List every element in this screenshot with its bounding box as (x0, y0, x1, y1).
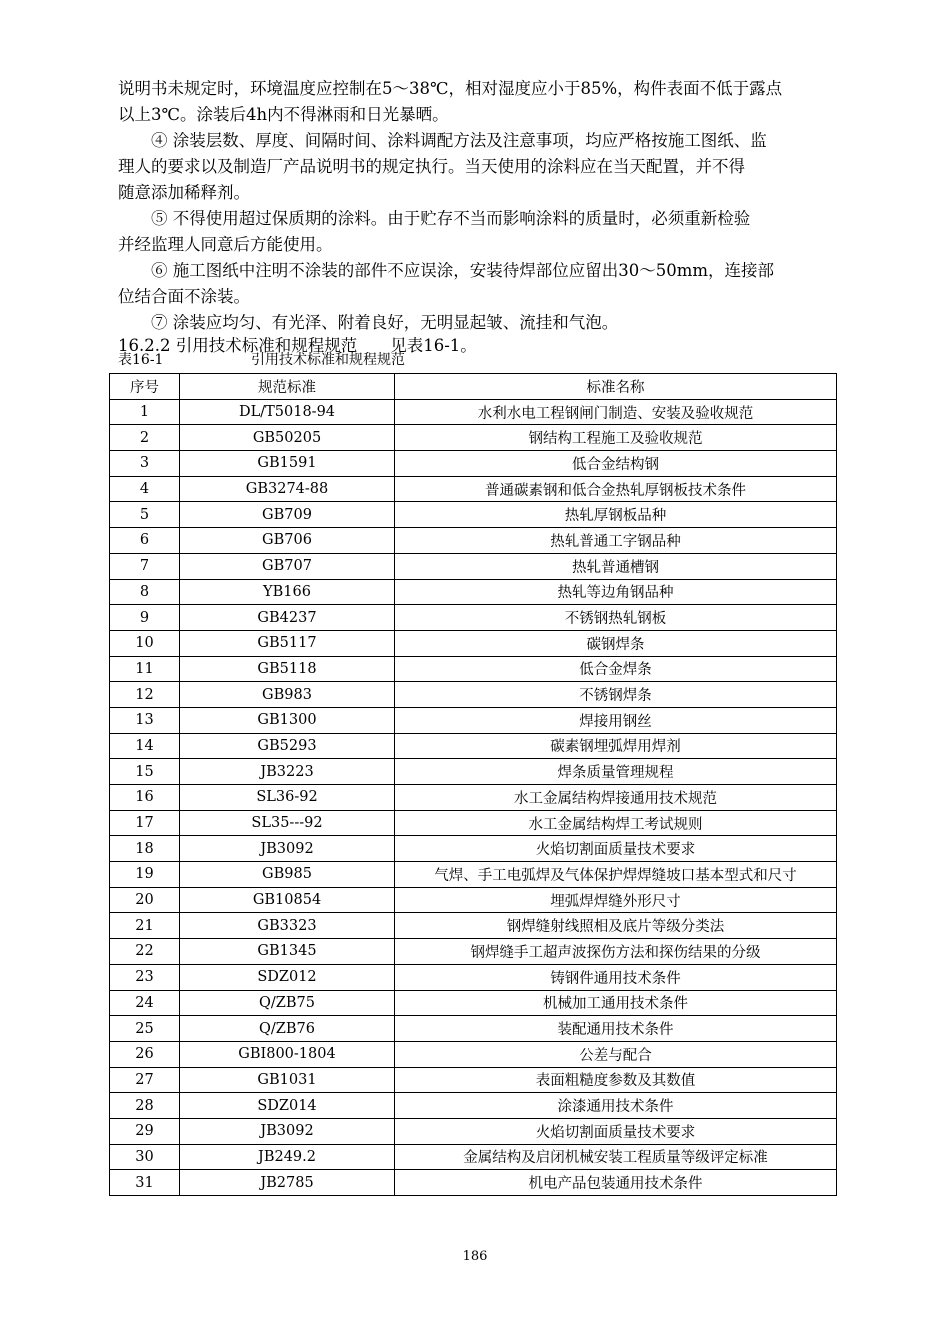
table-row (110, 1170, 837, 1196)
table-row (110, 707, 837, 733)
table-row (110, 399, 837, 425)
standard-code: SDZ014 (180, 1093, 395, 1119)
paragraph-line: 以上3℃。涂装后4h内不得淋雨和日光暴晒。 (118, 105, 449, 124)
table-row (110, 913, 837, 939)
standard-code: YB166 (180, 579, 395, 605)
table-row (110, 1144, 837, 1170)
standard-name: 碳钢焊条 (395, 630, 837, 656)
standard-name: 水工金属结构焊接通用技术规范 (395, 785, 837, 811)
standard-code: GB3274-88 (180, 476, 395, 502)
standard-code: GB5293 (180, 733, 395, 759)
standard-code: GB706 (180, 528, 395, 554)
table-row (110, 1118, 837, 1144)
row-index: 13 (110, 707, 180, 733)
standard-name: 装配通用技术条件 (395, 1016, 837, 1042)
standard-code: GB10854 (180, 887, 395, 913)
standard-code: GB1300 (180, 707, 395, 733)
table-caption (118, 351, 405, 369)
table-row (110, 502, 837, 528)
paragraph-line: 16.2.2 引用技术标准和规程规范 见表16-1。 (118, 336, 477, 355)
table-row (110, 887, 837, 913)
row-index: 10 (110, 630, 180, 656)
row-index: 4 (110, 476, 180, 502)
standard-code: JB249.2 (180, 1144, 395, 1170)
row-index: 19 (110, 862, 180, 888)
row-index: 7 (110, 553, 180, 579)
standard-code: GB983 (180, 682, 395, 708)
row-index: 18 (110, 836, 180, 862)
standard-code: JB3092 (180, 836, 395, 862)
row-index: 1 (110, 399, 180, 425)
standard-name: 热轧等边角钢品种 (395, 579, 837, 605)
table-row (110, 862, 837, 888)
standard-name: 钢结构工程施工及验收规范 (395, 425, 837, 451)
row-index: 11 (110, 656, 180, 682)
table-row (110, 682, 837, 708)
standard-name: 机电产品包装通用技术条件 (395, 1170, 837, 1196)
table-row (110, 785, 837, 811)
standard-code: GB709 (180, 502, 395, 528)
row-index: 14 (110, 733, 180, 759)
standard-code: SDZ012 (180, 964, 395, 990)
table-row (110, 1067, 837, 1093)
table-row (110, 1016, 837, 1042)
standard-name: 涂漆通用技术条件 (395, 1093, 837, 1119)
row-index: 21 (110, 913, 180, 939)
standard-name: 火焰切割面质量技术要求 (395, 1118, 837, 1144)
table-row (110, 1041, 837, 1067)
row-index: 31 (110, 1170, 180, 1196)
standard-name: 钢焊缝射线照相及底片等级分类法 (395, 913, 837, 939)
table-row (110, 990, 837, 1016)
standard-code: Q/ZB75 (180, 990, 395, 1016)
standard-name: 低合金结构钢 (395, 451, 837, 477)
paragraph-line: ⑥ 施工图纸中注明不涂装的部件不应误涂，安装待焊部位应留出30～50mm，连接部 (118, 261, 775, 280)
table-header-row (110, 374, 837, 400)
row-index: 29 (110, 1118, 180, 1144)
table-row (110, 605, 837, 631)
row-index: 26 (110, 1041, 180, 1067)
standard-name: 焊条质量管理规程 (395, 759, 837, 785)
standard-name: 气焊、手工电弧焊及气体保护焊焊缝坡口基本型式和尺寸 (395, 862, 837, 888)
row-index: 6 (110, 528, 180, 554)
row-index: 23 (110, 964, 180, 990)
table-row (110, 528, 837, 554)
table-row (110, 579, 837, 605)
standard-code: JB3223 (180, 759, 395, 785)
row-index: 5 (110, 502, 180, 528)
row-index: 24 (110, 990, 180, 1016)
table-row (110, 553, 837, 579)
standard-code: GB985 (180, 862, 395, 888)
table-row (110, 733, 837, 759)
table-row (110, 836, 837, 862)
standard-code: GB4237 (180, 605, 395, 631)
standard-name: 公差与配合 (395, 1041, 837, 1067)
standard-code: GB1591 (180, 451, 395, 477)
standard-name: 埋弧焊焊缝外形尺寸 (395, 887, 837, 913)
standard-code: JB3092 (180, 1118, 395, 1144)
row-index: 2 (110, 425, 180, 451)
standard-name: 普通碳素钢和低合金热轧厚钢板技术条件 (395, 476, 837, 502)
paragraph-line: 说明书未规定时，环境温度应控制在5～38℃，相对湿度应小于85%，构件表面不低于露点 (118, 79, 783, 98)
standard-name: 热轧普通工字钢品种 (395, 528, 837, 554)
table-title: 引用技术标准和规程规范 (251, 352, 405, 368)
table-row (110, 656, 837, 682)
page-number: 186 (462, 1249, 488, 1264)
standard-name: 钢焊缝手工超声波探伤方法和探伤结果的分级 (395, 939, 837, 965)
standard-name: 热轧厚钢板品种 (395, 502, 837, 528)
table-row (110, 630, 837, 656)
row-index: 22 (110, 939, 180, 965)
row-index: 9 (110, 605, 180, 631)
row-index: 27 (110, 1067, 180, 1093)
row-index: 8 (110, 579, 180, 605)
standards-table (109, 373, 837, 1196)
row-index: 17 (110, 810, 180, 836)
standard-code: GB1345 (180, 939, 395, 965)
row-index: 20 (110, 887, 180, 913)
standard-code: GB707 (180, 553, 395, 579)
paragraph-line: ④ 涂装层数、厚度、间隔时间、涂料调配方法及注意事项，均应严格按施工图纸、监 (118, 131, 767, 150)
standard-code: GB5117 (180, 630, 395, 656)
table-row (110, 451, 837, 477)
table-number: 表16-1 (118, 352, 164, 368)
paragraph-line: 随意添加稀释剂。 (118, 183, 250, 202)
standard-code: JB2785 (180, 1170, 395, 1196)
row-index: 28 (110, 1093, 180, 1119)
standard-code: GB3323 (180, 913, 395, 939)
row-index: 30 (110, 1144, 180, 1170)
table-row (110, 810, 837, 836)
standard-name: 水利水电工程钢闸门制造、安装及验收规范 (395, 399, 837, 425)
paragraph-line: ⑦ 涂装应均匀、有光泽、附着良好，无明显起皱、流挂和气泡。 (118, 313, 619, 332)
standard-code: Q/ZB76 (180, 1016, 395, 1042)
row-index: 3 (110, 451, 180, 477)
table-row (110, 1093, 837, 1119)
standard-code: GB5118 (180, 656, 395, 682)
standard-code: SL35---92 (180, 810, 395, 836)
standard-name: 火焰切割面质量技术要求 (395, 836, 837, 862)
table-row (110, 939, 837, 965)
table-row (110, 425, 837, 451)
standard-name: 不锈钢焊条 (395, 682, 837, 708)
paragraph-line: 理人的要求以及制造厂产品说明书的规定执行。当天使用的涂料应在当天配置，并不得 (118, 157, 745, 176)
standard-name: 水工金属结构焊工考试规则 (395, 810, 837, 836)
standard-name: 金属结构及启闭机械安装工程质量等级评定标准 (395, 1144, 837, 1170)
header-name: 标准名称 (395, 374, 837, 400)
standard-code: GBI800-1804 (180, 1041, 395, 1067)
standard-code: GB50205 (180, 425, 395, 451)
row-index: 16 (110, 785, 180, 811)
standard-name: 热轧普通槽钢 (395, 553, 837, 579)
standard-code: DL/T5018-94 (180, 399, 395, 425)
table-row (110, 964, 837, 990)
row-index: 25 (110, 1016, 180, 1042)
row-index: 15 (110, 759, 180, 785)
header-index: 序号 (110, 374, 180, 400)
standard-name: 焊接用钢丝 (395, 707, 837, 733)
standard-code: GB1031 (180, 1067, 395, 1093)
row-index: 12 (110, 682, 180, 708)
paragraph-line: ⑤ 不得使用超过保质期的涂料。由于贮存不当而影响涂料的质量时，必须重新检验 (118, 209, 751, 228)
standard-name: 表面粗糙度参数及其数值 (395, 1067, 837, 1093)
standard-name: 碳素钢埋弧焊用焊剂 (395, 733, 837, 759)
header-code: 规范标准 (180, 374, 395, 400)
standard-name: 不锈钢热轧钢板 (395, 605, 837, 631)
standard-name: 机械加工通用技术条件 (395, 990, 837, 1016)
standard-name: 铸钢件通用技术条件 (395, 964, 837, 990)
table-row (110, 476, 837, 502)
paragraph-line: 并经监理人同意后方能使用。 (118, 235, 333, 254)
paragraph-line: 位结合面不涂装。 (118, 287, 250, 306)
standard-name: 低合金焊条 (395, 656, 837, 682)
table-row (110, 759, 837, 785)
standard-code: SL36-92 (180, 785, 395, 811)
